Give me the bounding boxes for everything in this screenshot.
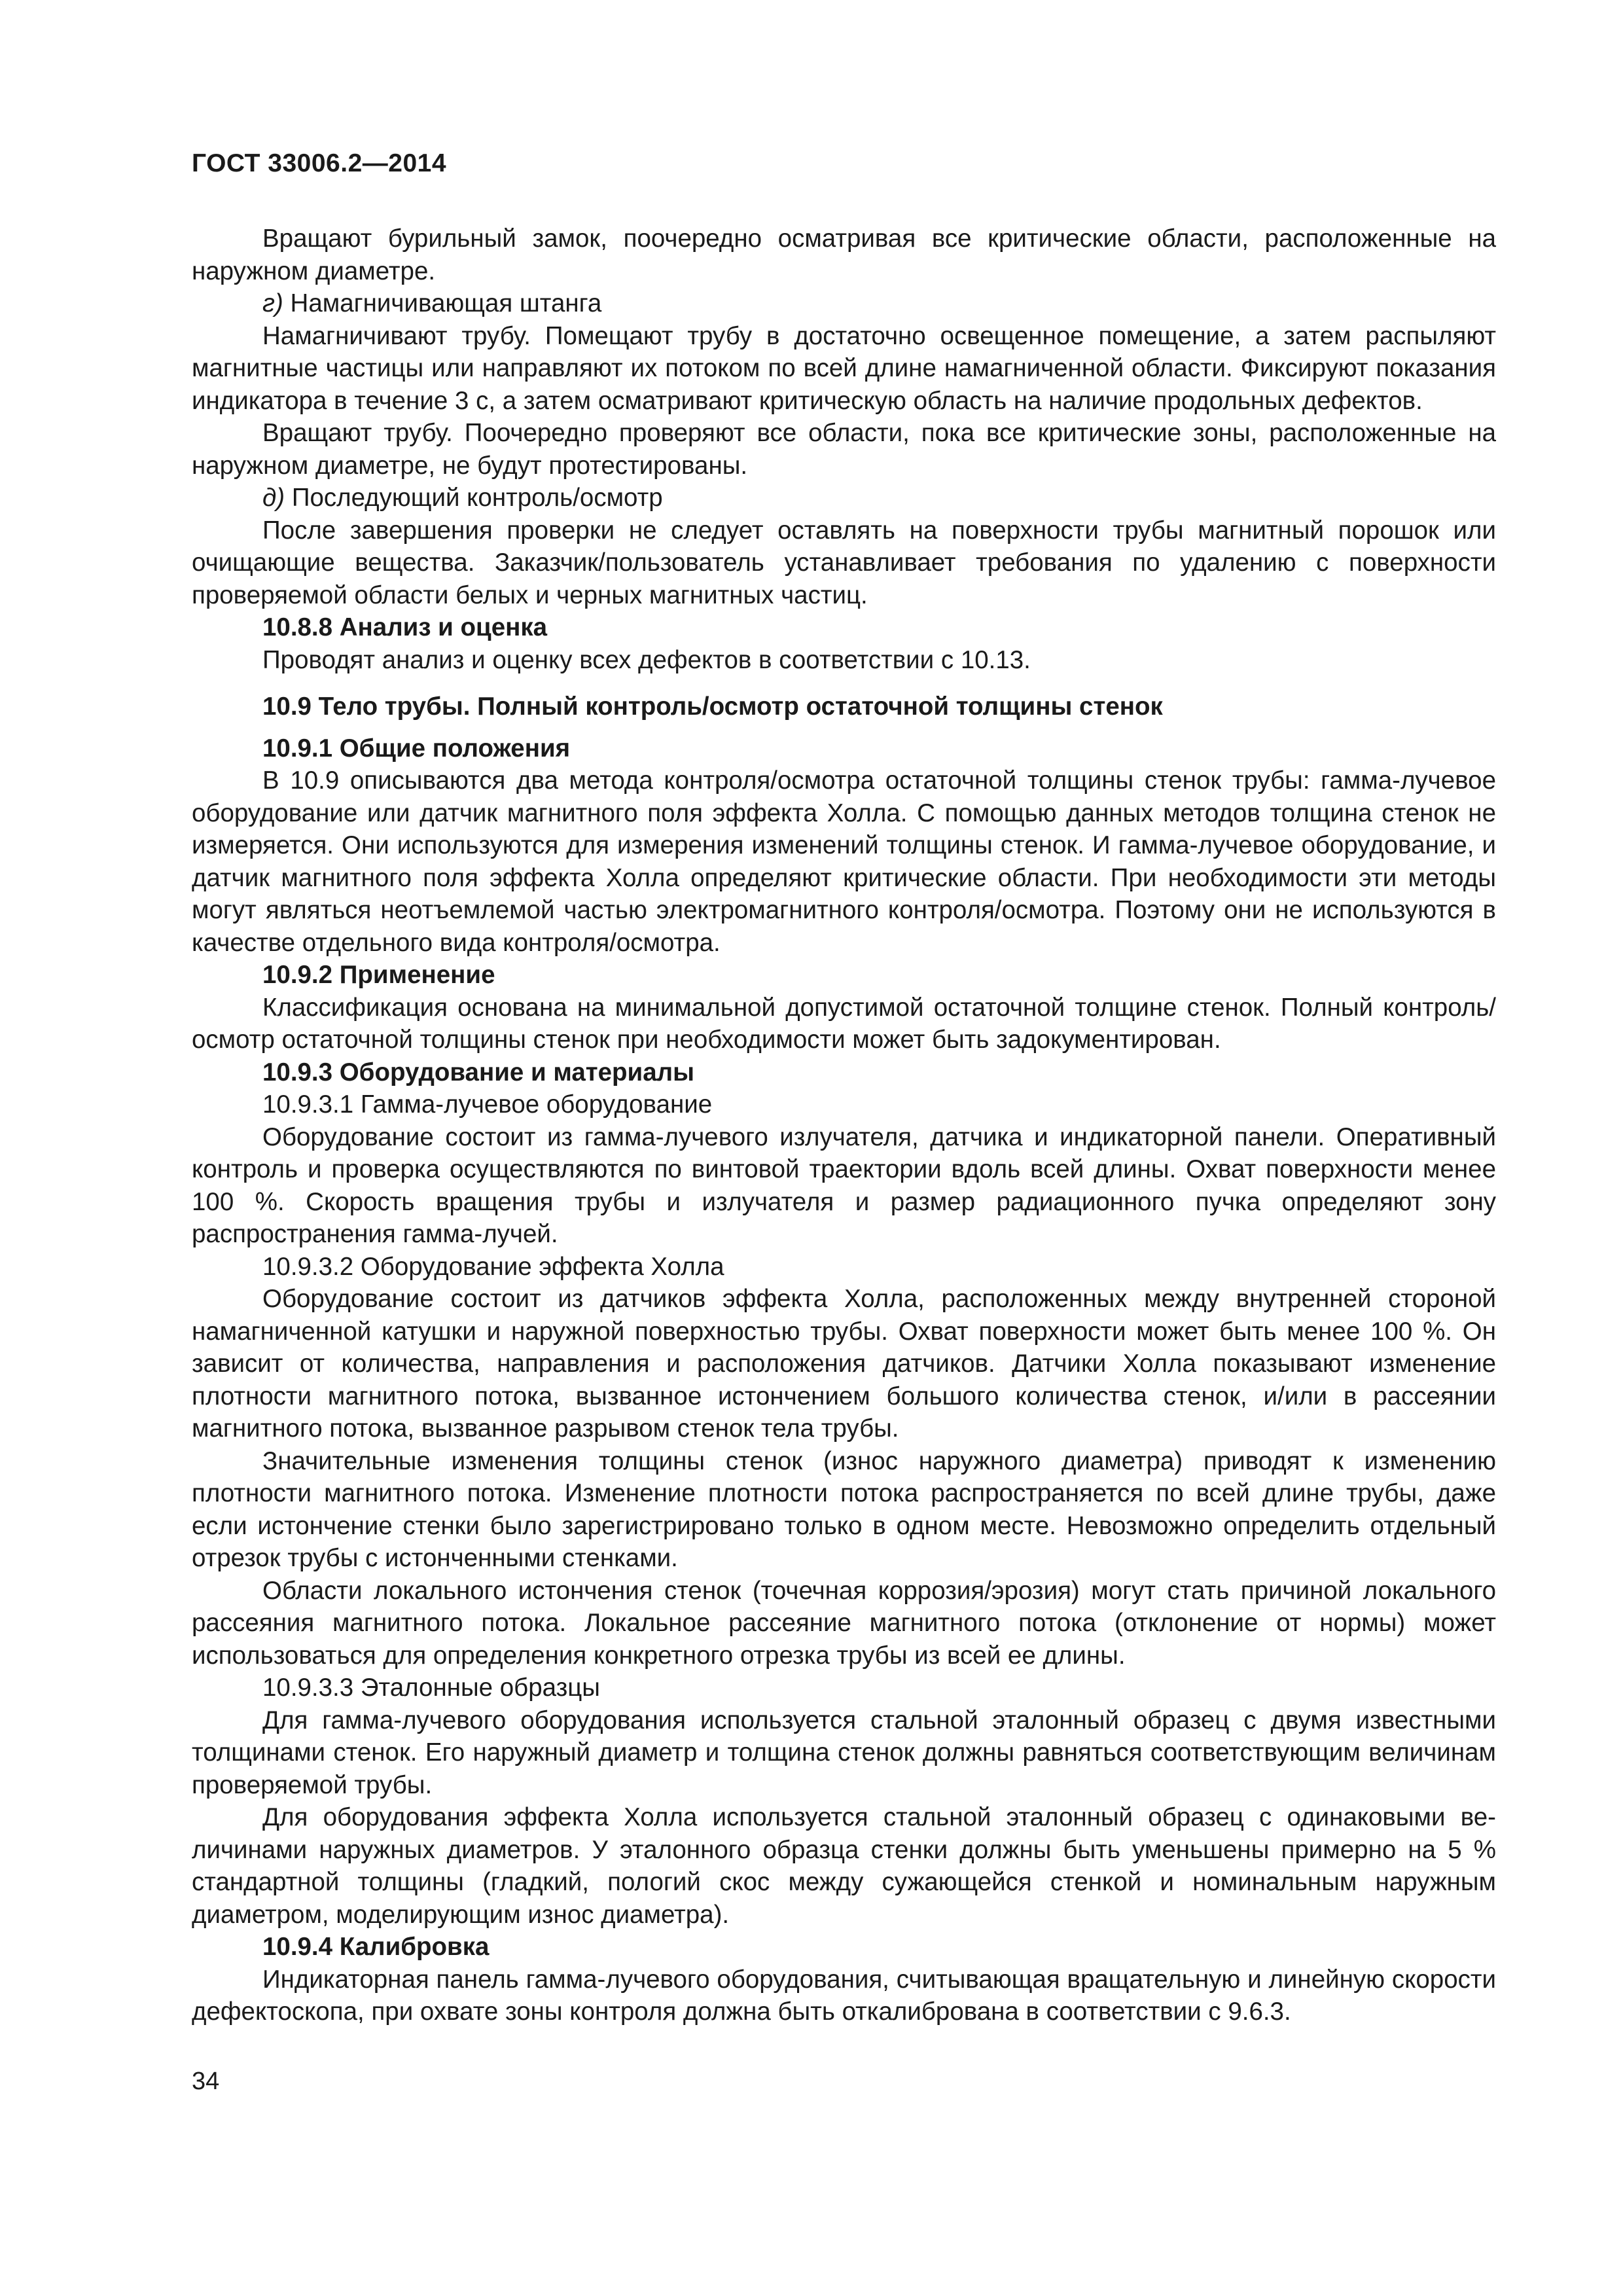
- subsection-heading: 10.9.3.3 Эталонные образцы: [262, 1674, 600, 1702]
- subsection-heading: 10.9.3.1 Гамма-лучевое оборудование: [262, 1090, 713, 1119]
- list-item-text: Намагничивающая штанга: [290, 289, 602, 317]
- paragraph: Индикаторная панель гамма-лучевого оборудования, считывающая вращательную и линейную скорости дефектоскопа, при охвате зоны контроля должна быть откалибрована в соответствии с 9.6.3.: [192, 1965, 1496, 2026]
- paragraph: В 10.9 описываются два метода контроля/осмотра остаточной толщины стенок трубы: гамма-лучевое оборудование или датчик магнитного поля эффекта Холла. С помощью данных методов толщина стенок не измеряется. Они используются для измерения изменений толщины стенок. И гамма-лучевое оборудование, и датчик магнитного поля эффекта Холла определяют критические области. При необходимости эти методы могут являться неотъемлемой частью электромагнитного контроля/осмотра. Поэтому они не используются в качестве отдельного вида контроля/осмотра.: [192, 766, 1496, 957]
- section-heading: 10.9.1 Общие положения: [262, 734, 571, 762]
- list-item-g: [192, 287, 1496, 320]
- paragraph: Значительные изменения толщины стенок (износ наружного диаметра) приводят к изменению плотности магнитного потока. Изменение плотности потока распространяется по всей длине трубы, даже если истончение стенки было зарегистрировано только в одном месте. Невозможно определить отдельный отрезок трубы с истонченными стенками.: [192, 1446, 1496, 1572]
- paragraph: Оборудование состоит из гамма-лучевого излучателя, датчика и индикаторной панели. Оперативный контроль и проверка осуществляются по винтовой траектории вдоль всей длины. Охват поверхности менее 100 %. Скорость вращения трубы и излучателя и размер радиационного пучка определяют зону распространения гамма-лучей.: [192, 1122, 1496, 1248]
- document-body: [192, 223, 1496, 2028]
- page-number: 34: [192, 2068, 220, 2095]
- section-heading: 10.8.8 Анализ и оценка: [262, 613, 548, 641]
- paragraph: Области локального истончения стенок (точечная коррозия/эрозия) могут стать причиной локального рассеяния магнитного потока. Локальное рассеяние магнитного потока (отклонение от нормы) может использоваться для определения конкретного отрезка трубы из всей ее длины.: [192, 1576, 1496, 1670]
- section-heading: 10.9.4 Калибровка: [262, 1933, 490, 1961]
- subsection-heading: 10.9.3.2 Оборудование эффекта Холла: [262, 1252, 724, 1281]
- paragraph: Намагничивают трубу. Помещают трубу в достаточно освещенное помещение, а затем распыляют магнитные частицы или направляют их потоком по всей длине намагниченной области. Фиксируют показания индикатора в течение 3 с, а затем осматривают критическую область на наличие продольных дефектов.: [192, 321, 1496, 415]
- paragraph: Для оборудования эффекта Холла используется стальной эталонный образец с одинаковыми величинами наружных диаметров. У эталонного образца стенки должны быть уменьшены примерно на 5 % стандартной толщины (гладкий, пологий скос между сужающейся стенкой и номинальным наружным диаметром, моделирующим износ диаметра).: [192, 1803, 1496, 1929]
- list-marker: г): [262, 289, 283, 317]
- document-header: ГОСТ 33006.2—2014: [192, 149, 447, 177]
- paragraph: После завершения проверки не следует оставлять на поверхности трубы магнитный порошок или очищающие вещества. Заказчик/пользователь устанавливает требования по удалению с поверхности проверяемой области белых и черных магнитных частиц.: [192, 516, 1496, 609]
- paragraph: Классификация основана на минимальной допустимой остаточной толщине стенок. Полный контроль/осмотр остаточной толщины стенок при необходимости может быть задокументирован.: [192, 993, 1496, 1054]
- paragraph: Проводят анализ и оценку всех дефектов в соответствии с 10.13.: [262, 645, 1031, 674]
- section-heading: 10.9 Тело трубы. Полный контроль/осмотр остаточной толщины стенок: [262, 692, 1163, 721]
- paragraph: Для гамма-лучевого оборудования используется стальной эталонный образец с двумя известными толщинами стенок. Его наружный диаметр и толщина стенок должны равняться соответствующим величинам проверяемой трубы.: [192, 1706, 1496, 1799]
- list-marker: д): [262, 484, 285, 512]
- paragraph: Вращают бурильный замок, поочередно осматривая все критические области, расположенные на наружном диаметре.: [192, 224, 1496, 285]
- paragraph: Вращают трубу. Поочередно проверяют все области, пока все критические зоны, расположенные на наружном диаметре, не будут протестированы.: [192, 419, 1496, 480]
- list-item-text: Последующий контроль/осмотр: [291, 484, 663, 512]
- paragraph: Оборудование состоит из датчиков эффекта Холла, расположенных между внутренней стороной намагниченной катушки и наружной поверхностью трубы. Охват поверхности может быть менее 100 %. Он зависит от количества, направления и расположения датчиков. Датчики Холла показывают изменение плотности магнитного потока, вызванное истончением большого количества стенок, и/или в рассеянии магнитного потока, вызванное разрывом стенок тела трубы.: [192, 1285, 1496, 1443]
- list-item-d: [192, 482, 1496, 514]
- section-heading: 10.9.2 Применение: [262, 961, 495, 989]
- section-heading: 10.9.3 Оборудование и материалы: [262, 1058, 694, 1086]
